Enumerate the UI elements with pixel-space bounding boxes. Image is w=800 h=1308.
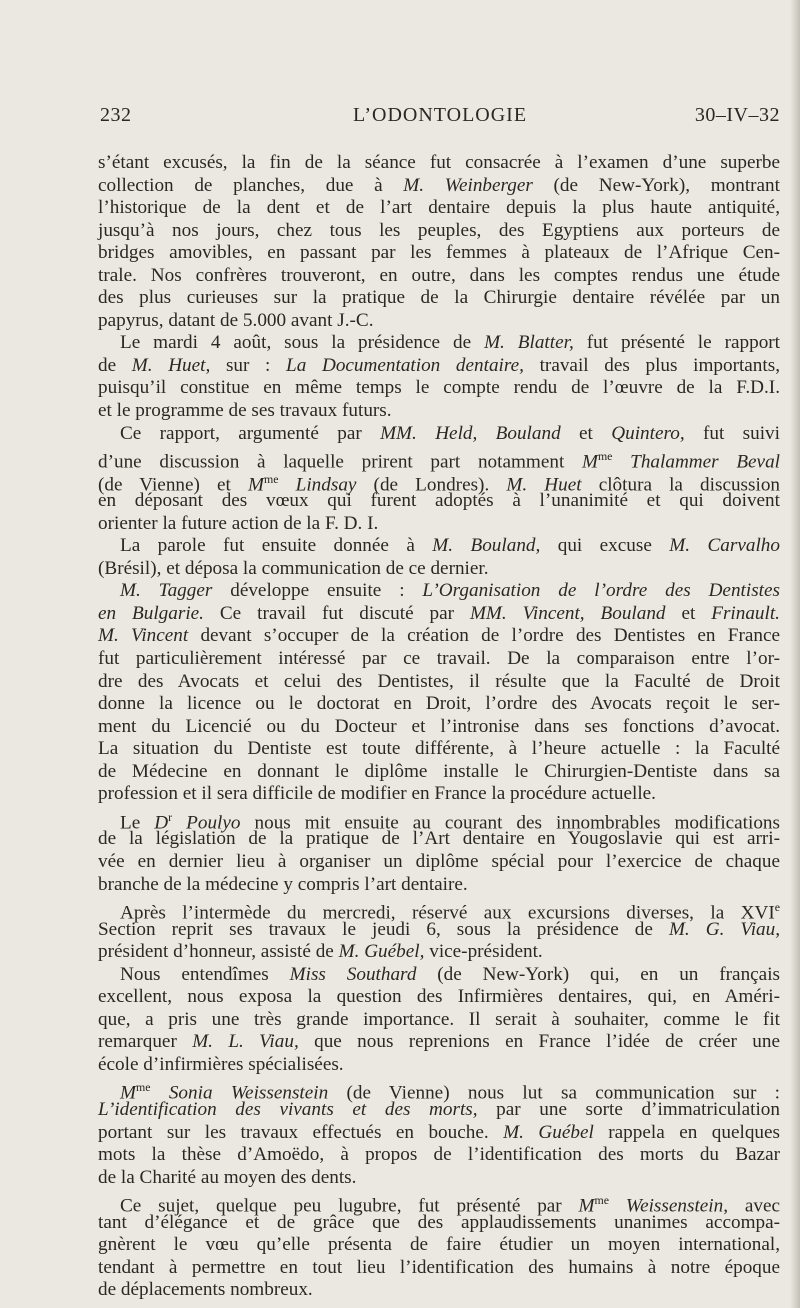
text-line	[98, 761, 780, 784]
text-run: ment du Licencié ou du Docteur et l’intronise dans ses fonctions d’avocat.	[98, 715, 780, 737]
text-run: fut suivi	[684, 422, 780, 444]
text-line	[98, 1144, 780, 1167]
text-run: (Brésil), et déposa la communication de ce dernier.	[98, 557, 489, 579]
text-line	[98, 964, 780, 987]
text-run: développe ensuite :	[212, 580, 423, 602]
text-run: Le	[120, 812, 155, 834]
text-line	[98, 851, 780, 874]
text-run: (de New-York) qui, en un français	[416, 963, 780, 985]
italic-run: M. Weinberger	[403, 174, 533, 196]
text-run: en déposant des vœux qui furent adoptés à l’unanimité et qui doivent	[98, 490, 780, 512]
text-line	[98, 1122, 780, 1145]
text-run: Section reprit ses travaux le jeudi 6, sous la présidence de	[98, 918, 669, 940]
superscript: r	[168, 809, 173, 824]
text-run: gnèrent le vœu qu’elle présenta de faire étudier un moyen international,	[98, 1234, 780, 1256]
text-run: Nous entendîmes	[120, 963, 290, 985]
italic-run: M. Guébel,	[338, 941, 425, 963]
text-line	[98, 558, 780, 581]
text-run: devant s’occuper de la création de l’ordre des Dentistes en France	[188, 625, 780, 647]
superscript: me	[264, 471, 279, 486]
italic-run: M. Tagger	[120, 580, 213, 602]
text-run: d’une discussion à laquelle prirent part notamment	[98, 451, 582, 473]
text-line	[98, 1257, 780, 1280]
text-line	[98, 513, 780, 536]
text-run: que, a pris une très grande importance. Il serait à souhaiter, comme le fit	[98, 1008, 780, 1030]
italic-run: M. G. Viau,	[668, 918, 781, 940]
text-run: (de Londres).	[356, 474, 507, 496]
text-line	[98, 355, 780, 378]
text-run: Après l’intermède du mercredi, réservé aux excursions diverses, la XVI	[120, 902, 775, 924]
text-line	[98, 1099, 780, 1122]
text-run: trale. Nos confrères trouveront, en outre, dans les comptes rendus une étude	[98, 264, 780, 286]
text-run: bridges amovibles, en passant par les femmes à plateaux de l’Afrique Cen-	[98, 242, 780, 264]
text-run: de	[98, 354, 132, 376]
text-run: président d’honneur, assisté de	[98, 941, 339, 963]
text-line	[98, 535, 780, 558]
text-run: clôtura la discussion	[581, 474, 781, 496]
text-line	[98, 400, 780, 423]
italic-run: M. Vincent	[98, 625, 189, 647]
text-line	[98, 490, 780, 513]
text-line	[98, 648, 780, 671]
running-head	[100, 104, 780, 134]
page-edge-shadow	[790, 0, 800, 1308]
text-line	[98, 445, 780, 473]
text-run: fut particulièrement intéressé par ce travail. De la comparaison entre l’or-	[98, 648, 780, 670]
text-line	[98, 738, 780, 761]
text-run: orienter la future action de la F. D. I.	[98, 512, 379, 534]
text-line	[98, 1167, 780, 1190]
text-line	[98, 332, 780, 355]
italic-run: M. L. Viau,	[192, 1031, 299, 1053]
page-number: 232	[100, 104, 132, 126]
text-run: profession et il sera difficile de modifier en France la procédure actuelle.	[98, 783, 656, 805]
text-line	[98, 1279, 780, 1302]
text-run: jusqu’à nos jours, chez tous les peuples, des Egyptiens aux porteurs de	[98, 219, 780, 241]
italic-run: M	[578, 1195, 595, 1217]
text-line	[98, 986, 780, 1009]
italic-run: Miss Southard	[289, 963, 417, 985]
italic-run: Frinault.	[711, 602, 780, 624]
italic-run: M. Huet	[506, 474, 582, 496]
text-run: tendant à permettre en tout lieu l’identification des humains à notre époque	[98, 1256, 780, 1278]
text-line	[98, 783, 780, 806]
text-line	[98, 1212, 780, 1235]
text-run: de Médecine en donnant le diplôme installe le Chirurgien-Dentiste dans sa	[98, 760, 780, 782]
text-run: et	[560, 422, 612, 444]
text-line	[98, 310, 780, 333]
italic-run: L’Organisation de l’ordre des Dentistes	[422, 580, 780, 602]
text-run: que nous reprenions en France l’idée de créer une	[298, 1031, 780, 1053]
text-line	[98, 197, 780, 220]
text-line	[98, 716, 780, 739]
text-run: La situation du Dentiste est toute différente, à l’heure actuelle : la Faculté	[98, 738, 780, 760]
italic-run: Lindsay	[295, 474, 357, 496]
text-line	[98, 1189, 780, 1217]
text-run: vice-président.	[424, 941, 543, 963]
text-run: Le mardi 4 août, sous la présidence de	[120, 332, 485, 354]
text-run: remarquer	[98, 1031, 193, 1053]
issue-date: 30–IV–32	[694, 104, 780, 126]
text-run: qui excuse	[540, 535, 670, 557]
text-run: collection de planches, due à	[98, 174, 404, 196]
text-line	[98, 377, 780, 400]
italic-run: Quintero,	[611, 422, 685, 444]
text-line	[98, 919, 780, 942]
text-line	[98, 468, 781, 496]
text-line	[98, 242, 780, 265]
text-run: (de New-York), montrant	[532, 174, 780, 196]
text-run: nous mit ensuite au courant des innombrables modifications	[240, 812, 780, 834]
text-run: Ce sujet, quelque peu lugubre, fut présenté par	[120, 1195, 579, 1217]
text-line	[98, 175, 780, 198]
text-run: et le programme de ses travaux futurs.	[98, 400, 392, 422]
text-line	[98, 693, 780, 716]
text-line	[98, 1031, 780, 1054]
text-line	[98, 671, 780, 694]
text-line	[98, 874, 780, 897]
text-line	[98, 1009, 780, 1032]
italic-run: Poulyo	[186, 812, 241, 834]
italic-run: MM. Held, Bouland	[380, 422, 561, 444]
text-run: La parole fut ensuite donnée à	[120, 535, 433, 557]
italic-run: M. Guébel	[503, 1121, 594, 1143]
text-run: vée en dernier lieu à organiser un diplôme spécial pour l’exercice de chaque	[98, 850, 780, 872]
text-line	[98, 806, 780, 834]
italic-run: Thalammer Beval	[630, 451, 780, 473]
text-run: par une sorte d’immatriculation	[477, 1098, 780, 1120]
italic-run: en Bulgarie.	[98, 602, 204, 624]
text-run: mots la thèse d’Amoëdo, à propos de l’identification des morts du Bazar	[98, 1144, 780, 1166]
text-run: et	[665, 602, 712, 624]
text-line	[98, 220, 780, 243]
italic-run: L’identification des vivants et des morts,	[98, 1098, 478, 1120]
text-run: tant d’élégance et de grâce que des applaudissements unanimes accompa-	[98, 1211, 780, 1233]
text-line	[98, 603, 780, 626]
text-run: avec	[728, 1195, 780, 1217]
text-run: puisqu’il constitue en même temps le compte rendu de l’œuvre de la F.D.I.	[98, 377, 780, 399]
text-run: papyrus, datant de 5.000 avant J.-C.	[98, 309, 374, 331]
text-run: rappela en quelques	[593, 1121, 780, 1143]
italic-run: M. Blatter,	[484, 332, 574, 354]
text-line	[98, 287, 780, 310]
text-run: des plus curieuses sur la pratique de la Chirurgie dentaire révélée par un	[98, 287, 780, 309]
text-run: de déplacements nombreux.	[98, 1279, 313, 1301]
italic-run: Sonia Weissenstein	[168, 1082, 329, 1104]
italic-run: M. Carvalho	[669, 535, 780, 557]
article-body	[98, 152, 780, 1302]
text-run: donne la licence ou le doctorat en Droit, l’ordre des Avocats reçoit le ser-	[98, 693, 780, 715]
superscript: e	[774, 900, 780, 915]
text-run: (de Vienne) et	[98, 474, 249, 496]
text-run: sur :	[210, 354, 287, 376]
italic-run: M	[248, 474, 264, 496]
text-line	[98, 828, 780, 851]
text-run: branche de la médecine y compris l’art dentaire.	[98, 873, 468, 895]
italic-run: La Documentation dentaire,	[286, 354, 524, 376]
text-run: Ce rapport, argumenté par	[120, 422, 381, 444]
text-line	[98, 625, 780, 648]
text-line	[98, 265, 780, 288]
text-run: dre des Avocats et celui des Dentistes, il résulte que la Faculté de Droit	[98, 670, 780, 692]
italic-run: M. Bouland,	[432, 535, 541, 557]
text-line	[98, 896, 780, 924]
text-run: Ce travail fut discuté par	[203, 602, 470, 624]
text-run: de la législation de la pratique de l’Art dentaire en Yougoslavie qui est arri-	[98, 828, 780, 850]
text-run: s’étant excusés, la fin de la séance fut consacrée à l’examen d’une superbe	[98, 152, 780, 173]
text-line	[98, 580, 780, 603]
text-line	[98, 1076, 781, 1104]
text-run: de la Charité au moyen des dents.	[98, 1166, 357, 1188]
text-run: (de Vienne) nous lut sa communication sur :	[328, 1082, 781, 1104]
italic-run: Weissenstein,	[625, 1195, 729, 1217]
superscript: me	[594, 1193, 610, 1208]
italic-run: MM. Vincent, Bouland	[469, 602, 666, 624]
superscript: me	[135, 1080, 151, 1095]
text-line	[98, 423, 780, 446]
text-line	[98, 941, 780, 964]
superscript: me	[597, 449, 613, 464]
italic-run: M	[581, 451, 598, 473]
text-run: fut présenté le rapport	[573, 332, 781, 354]
text-line	[98, 1054, 780, 1077]
journal-title: L’ODONTOLOGIE	[352, 104, 528, 126]
text-run: portant sur les travaux effectués en bouche.	[98, 1121, 504, 1143]
italic-run: M. Huet,	[131, 354, 211, 376]
text-line	[98, 1234, 780, 1257]
italic-run: M	[120, 1082, 136, 1104]
text-run: excellent, nous exposa la question des Infirmières dentaires, qui, en Améri-	[98, 986, 780, 1008]
text-run: école d’infirmières spécialisées.	[98, 1053, 344, 1075]
text-run: l’historique de la dent et de l’art dentaire depuis la plus haute antiquité,	[98, 197, 780, 219]
italic-run: D	[154, 812, 169, 834]
text-line	[98, 152, 780, 175]
text-run: travail des plus importants,	[523, 354, 781, 376]
